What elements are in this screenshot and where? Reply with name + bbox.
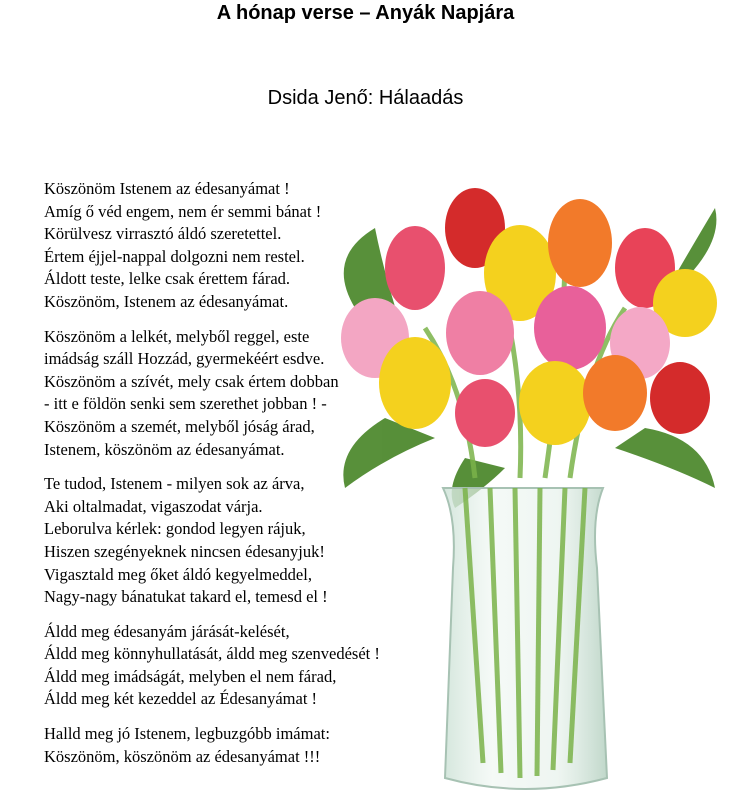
poem-line: Köszönöm, Istenem az édesanyámat. <box>44 291 289 311</box>
poem-line: Nagy-nagy bánatukat takard el, temesd el ! <box>44 587 328 607</box>
poem-line: Értem éjjel-nappal dolgozni nem restel. <box>44 246 305 266</box>
stanza <box>44 326 474 462</box>
poem-line: Amíg ő véd engem, nem ér semmi bánat ! <box>44 201 322 221</box>
poem-line: - itt e földön senki sem szerethet jobban ! - <box>44 394 327 414</box>
poem-line: Vigasztald meg őket áldó kegyelmeddel, <box>44 564 312 584</box>
poem-text <box>44 178 474 780</box>
poem-line: Aki oltalmadat, vigaszodat várja. <box>44 496 263 516</box>
page-title: A hónap verse – Anyák Napjára <box>216 2 515 24</box>
poem-line: Áldd meg két kezeddel az Édesanyámat ! <box>44 689 318 709</box>
poem-line: Köszönöm a szívét, mely csak értem dobban <box>44 371 339 391</box>
poem-line: Áldd meg könnyhullatását, áldd meg szenvedését ! <box>44 644 380 664</box>
poem-line: Leborulva kérlek: gondod legyen rájuk, <box>44 519 306 539</box>
poem-line: imádság száll Hozzád, gyermekéért esdve. <box>44 349 325 369</box>
poem-line: Köszönöm, köszönöm az édesanyámat !!! <box>44 746 321 766</box>
poem-line: Köszönöm Istenem az édesanyámat ! <box>44 179 290 198</box>
stanza <box>44 178 474 314</box>
poem-line: Áldd meg édesanyám járását-kelését, <box>44 621 290 641</box>
poem-line: Áldott teste, lelke csak érettem fárad. <box>44 269 291 289</box>
poem-heading: Dsida Jenő: Hálaadás <box>267 87 464 109</box>
poem-line: Te tudod, Istenem - milyen sok az árva, <box>44 474 305 494</box>
poem-line: Istenem, köszönöm az édesanyámat. <box>44 439 285 459</box>
stanza <box>44 723 474 768</box>
poem-line: Körülvesz virrasztó áldó szeretettel. <box>44 224 282 244</box>
poem-line: Köszönöm a szemét, melyből jóság árad, <box>44 416 315 436</box>
stanza <box>44 473 474 609</box>
stanza <box>44 621 474 711</box>
poem-line: Hiszen szegényeknek nincsen édesanyjuk! <box>44 541 325 561</box>
poem-line: Áldd meg imádságát, melyben el nem fárad, <box>44 666 337 686</box>
poem-line: Halld meg jó Istenem, legbuzgóbb imámat: <box>44 724 330 744</box>
poem-line: Köszönöm a lelkét, melyből reggel, este <box>44 326 310 346</box>
